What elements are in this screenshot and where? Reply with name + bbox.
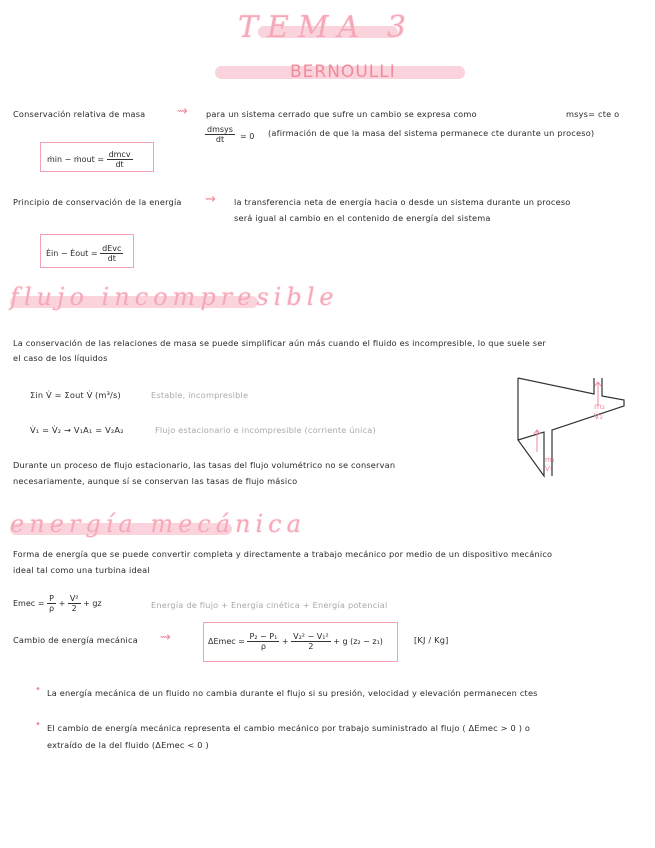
change-pnum: P₂ − P₁: [249, 632, 278, 641]
mechanical-desc-1: Forma de energía que se puede convertir completa y directamente a trabajo mecánico por medio de un dispositivo mecánico: [13, 549, 553, 559]
change-label: Cambio de energía mecánica: [13, 635, 138, 645]
mass-deriv-num: dmsys: [207, 125, 233, 134]
change-vden: 2: [308, 642, 314, 651]
bullet-2-text-a: El cambio de energía mecánica representa el cambio mecánico por trabajo suministrado al flujo ( ΔEmec > 0 ) o: [47, 723, 531, 733]
emec-v: V²: [69, 594, 79, 603]
mass-formula-box: [40, 142, 154, 172]
energy-label: Principio de conservación de la energía: [13, 197, 182, 207]
mass-deriv-eq: = 0: [240, 132, 255, 141]
incompressible-heading: flujo incompresible: [10, 283, 339, 311]
incompressible-eq1-unit: (m³/s): [95, 390, 121, 400]
mass-msys: msys= cte o: [566, 109, 620, 119]
bullet-1-icon: •: [35, 684, 41, 695]
pipe-diagram: [512, 372, 632, 484]
mass-arrow-icon: ⇝: [177, 104, 188, 119]
mass-desc-2: (afirmación de que la masa del sistema permanece cte durante un proceso): [268, 128, 595, 138]
energy-desc-1: la transferencia neta de energía hacia o desde un sistema durante un proceso: [234, 197, 571, 207]
incompressible-eq1: Σin V̇ = Σout V̇: [30, 390, 93, 400]
diagram-in-mass: ṁ₁: [545, 456, 555, 464]
mechanical-heading: energía mecánica: [10, 510, 306, 538]
incompressible-eq2-note: Flujo estacionario e incompresible (corriente única): [155, 425, 376, 435]
incompressible-eq2: V̇₁ = V̇₂ → V₁A₁ = V₂A₂: [30, 425, 124, 435]
mass-derivative: [205, 124, 254, 144]
mass-formula-lhs: ṁin − ṁout =: [47, 155, 105, 164]
emec-rho: ρ: [48, 604, 55, 613]
pipe-outline: [518, 378, 624, 476]
change-gz: + g (z₂ − z₁): [333, 637, 383, 646]
emec-formula: Emec = $\frac{P}{\rho}$ + $\frac{\text{V²}}{2}$ + gz: [13, 594, 102, 613]
incompressible-desc-1: La conservación de las relaciones de masa se puede simplificar aún más cuando el fluido es incompresible, lo que suele ser: [13, 338, 546, 348]
change-pden: ρ: [260, 642, 266, 651]
energy-formula-lhs: Ėin − Ėout =: [46, 249, 98, 258]
emec-lhs: Emec =: [13, 599, 45, 608]
mass-desc-1: para un sistema cerrado que sufre un cambio se expresa como: [206, 109, 477, 119]
change-formula-box: ΔEmec = $\frac{\text{P₂ − P₁}}{\rho}$ + $\frac{\text{V₂² − V₁²}}{2}$ + g (z₂ − z₁): [203, 622, 398, 662]
energy-formula-num: dEvc: [102, 244, 122, 253]
incompressible-desc-3: Durante un proceso de flujo estacionario, las tasas del flujo volumétrico no se conservan: [13, 460, 396, 470]
energy-formula-den: dt: [107, 254, 116, 263]
mass-formula-den: dt: [115, 160, 124, 169]
change-arrow-icon: ⇝: [160, 630, 171, 645]
change-vnum: V₂² − V₁²: [293, 632, 329, 641]
diagram-out-mass: ṁ₂: [594, 402, 605, 411]
diagram-in-volume: V̇₁: [545, 465, 553, 473]
incompressible-desc-2: el caso de los líquidos: [13, 353, 108, 363]
bullet-2-text-b: extraído de la del fluido (ΔEmec < 0 ): [47, 740, 209, 750]
incompressible-desc-4: necesariamente, aunque sí se conservan las tasas de flujo másico: [13, 476, 298, 486]
mechanical-desc-2: ideal tal como una turbina ideal: [13, 565, 150, 575]
emec-note: Energía de flujo + Energía cinética + Energía potencial: [151, 600, 388, 610]
energy-desc-2: será igual al cambio en el contenido de energía del sistema: [234, 213, 491, 223]
mass-formula-num: dmcv: [108, 150, 131, 159]
change-unit: [KJ / Kg]: [414, 635, 449, 645]
incompressible-eq1-note: Estable, incompresible: [151, 390, 249, 400]
bullet-2-icon: •: [35, 719, 41, 730]
energy-formula-box: [40, 234, 134, 268]
emec-gz: + gz: [83, 599, 102, 608]
mass-deriv-den: dt: [215, 135, 225, 144]
diagram-out-volume: V̇₂: [594, 412, 603, 421]
mass-label: Conservación relativa de masa: [13, 109, 146, 119]
bullet-1-text: La energía mecánica de un fluido no cambia durante el flujo si su presión, velocidad y elevación permanecen ctes: [47, 688, 538, 698]
page-subtitle: BERNOULLI: [290, 62, 396, 82]
page-title: TEMA 3: [238, 10, 415, 45]
emec-two: 2: [71, 604, 77, 613]
energy-arrow-icon: ⇝: [205, 192, 216, 207]
emec-p: P: [49, 594, 54, 603]
change-lhs: ΔEmec =: [208, 637, 245, 646]
